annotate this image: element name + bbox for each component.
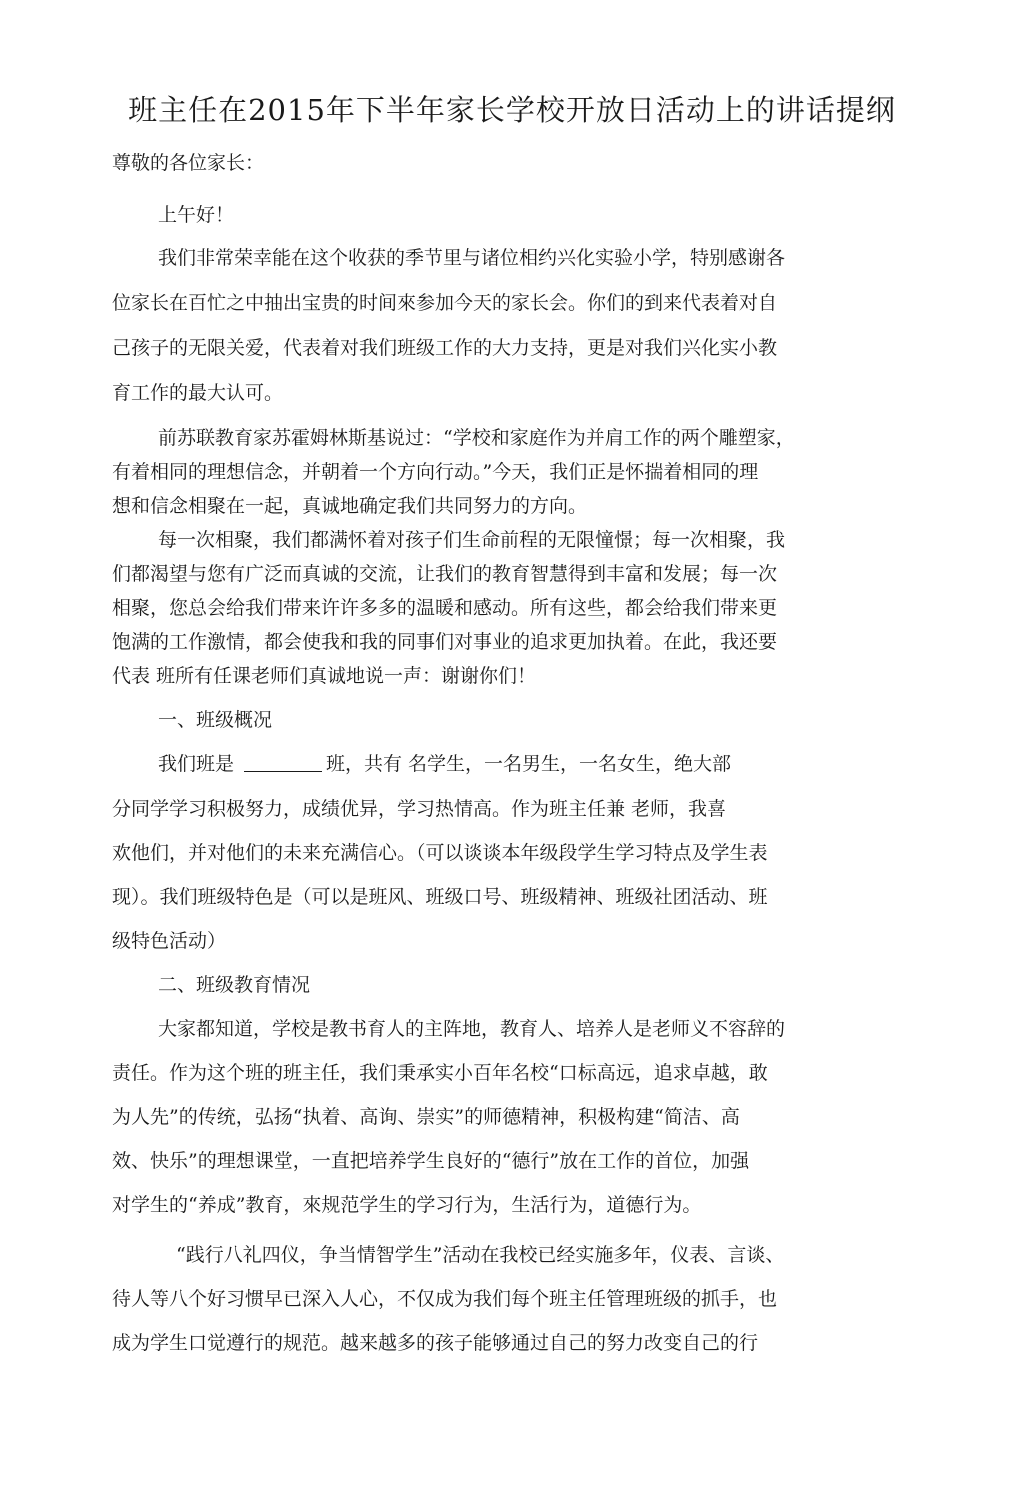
paragraph-line: “践行八礼四仪，争当情智学生”活动在我校已经实施多年，仪表、言谈、 bbox=[176, 1244, 785, 1266]
paragraph-line: 们都渴望与您有广泛而真诚的交流，让我们的教育智慧得到丰富和发展；每一次 bbox=[112, 563, 778, 585]
section-heading: 一、班级概况 bbox=[158, 709, 273, 731]
paragraph-line: 前苏联教育家苏霍姆林斯基说过：“学校和家庭作为并肩工作的两个雕塑家， bbox=[158, 427, 795, 449]
class-intro-text: 班，共有 名学生，一名男生，一名女生，绝大部 bbox=[326, 753, 732, 775]
paragraph-line: 成为学生口觉遵行的规范。越来越多的孩子能够通过自己的努力改变自己的行 bbox=[112, 1332, 759, 1354]
paragraph-line: 分同学学习积极努力，成绩优异，学习热情高。作为班主任兼 老师，我喜 bbox=[112, 798, 727, 820]
paragraph-line: 现）。我们班级特色是（可以是班风、班级口号、班级精神、班级社团活动、班 bbox=[112, 886, 768, 908]
paragraph-line: 级特色活动） bbox=[112, 930, 227, 952]
document-title: 班主任在2015年下半年家长学校开放日活动上的讲话提纲 bbox=[128, 93, 896, 127]
paragraph-line: 育工作的最大认可。 bbox=[112, 382, 284, 404]
greeting: 上午好！ bbox=[158, 204, 235, 226]
paragraph-line: 我们非常荣幸能在这个收获的季节里与诸位相约兴化实验小学，特别感谢各 bbox=[158, 247, 786, 269]
paragraph-line: 饱满的工作激情，都会使我和我的同事们对事业的追求更加执着。在此，我还要 bbox=[112, 631, 778, 653]
fill-in-blank bbox=[244, 753, 322, 772]
paragraph-line: 对学生的“养成”教育，來规范学生的学习行为，生活行为，道德行为。 bbox=[112, 1194, 702, 1216]
paragraph-line: 大家都知道，学校是教书育人的主阵地，教育人、培养人是老师义不容辞的 bbox=[158, 1018, 786, 1040]
paragraph-line: 责任。作为这个班的班主任，我们秉承实小百年名校“口标高远，追求卓越，敢 bbox=[112, 1062, 768, 1084]
paragraph-line: 为人先”的传统，弘扬“执着、高询、崇实”的师德精神，积极构建“简洁、高 bbox=[112, 1106, 740, 1128]
paragraph-line bbox=[158, 749, 731, 776]
paragraph-line: 想和信念相聚在一起，真诚地确定我们共同努力的方向。 bbox=[112, 495, 588, 517]
paragraph-line: 每一次相聚，我们都满怀着对孩子们生命前程的无限憧憬；每一次相聚，我 bbox=[158, 529, 786, 551]
paragraph-line: 位家长在百忙之中抽出宝贵的时间來参加今天的家长会。你们的到来代表着对自 bbox=[112, 292, 778, 314]
paragraph-line: 待人等八个好习惯早已深入人心，不仅成为我们每个班主任管理班级的抓手，也 bbox=[112, 1288, 778, 1310]
paragraph-line: 效、快乐”的理想课堂，一直把培养学生良好的“德行”放在工作的首位，加强 bbox=[112, 1150, 750, 1172]
paragraph-line: 有着相同的理想信念，并朝着一个方向行动。”今天，我们正是怀揣着相同的理 bbox=[112, 461, 759, 483]
class-intro-text: 我们班是 bbox=[158, 753, 235, 775]
paragraph-line: 欢他们，并对他们的未来充满信心。（可以谈谈本年级段学生学习特点及学生表 bbox=[112, 842, 768, 864]
paragraph-line: 己孩子的无限关爱，代表着对我们班级工作的大力支持，更是对我们兴化实小教 bbox=[112, 337, 778, 359]
paragraph-line: 代表 班所有任课老师们真诚地说一声：谢谢你们！ bbox=[112, 665, 537, 687]
section-heading: 二、班级教育情况 bbox=[158, 974, 311, 996]
salutation: 尊敬的各位家长： bbox=[112, 152, 265, 174]
paragraph-line: 相聚，您总会给我们带来许许多多的温暖和感动。所有这些，都会给我们带来更 bbox=[112, 597, 778, 619]
